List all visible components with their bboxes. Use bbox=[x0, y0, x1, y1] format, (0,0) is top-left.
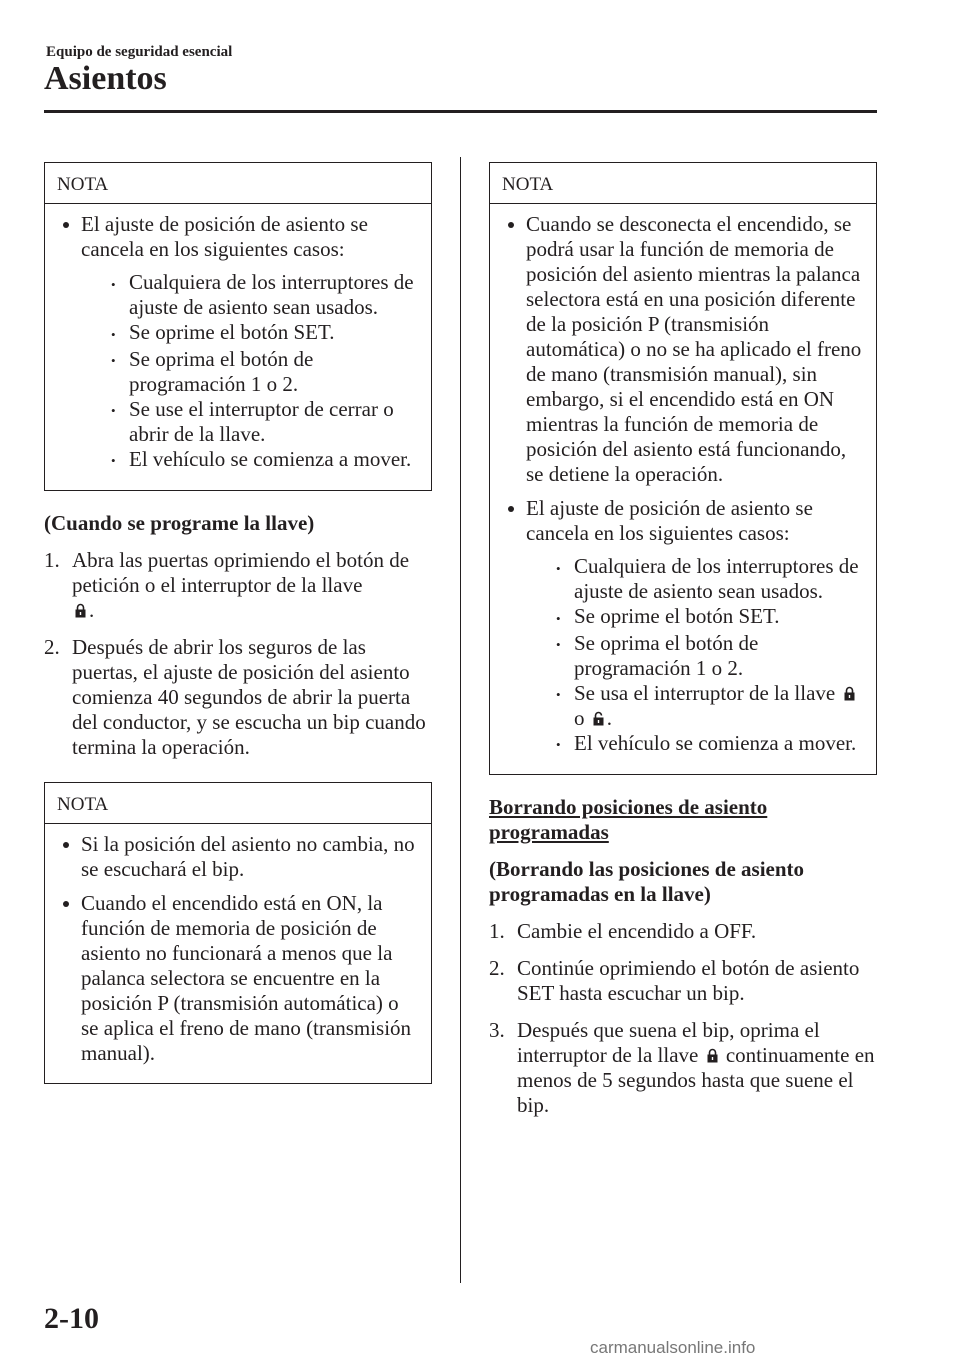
note-label: NOTA bbox=[490, 163, 876, 204]
note-item-text: El ajuste de posición de asiento se cancela en los siguientes casos: bbox=[81, 212, 368, 261]
note-box bbox=[489, 162, 877, 775]
watermark: carmanualsonline.info bbox=[590, 1338, 756, 1357]
page-number: 2-10 bbox=[44, 1302, 99, 1335]
note-item bbox=[59, 212, 421, 473]
key-lock-icon bbox=[75, 603, 86, 618]
sub-item: • Se oprima el botón de programación 1 o 2. bbox=[103, 347, 421, 397]
left-column bbox=[44, 162, 432, 1104]
breadcrumb: Equipo de seguridad esencial bbox=[46, 44, 233, 60]
note-box bbox=[44, 162, 432, 491]
sub-item: • Se usa el interruptor de la llave o . bbox=[548, 681, 866, 731]
step: 2. Después de abrir los seguros de las puertas, el ajuste de posición del asiento comienza 40 segundos de abrir la puerta del conductor, y se escucha un bip cuando termina la operación. bbox=[44, 635, 426, 760]
sub-item: • Cualquiera de los interruptores de ajuste de asiento sean usados. bbox=[103, 270, 421, 320]
right-column bbox=[489, 162, 877, 1130]
bullet-icon bbox=[59, 212, 81, 473]
note-item: Si la posición del asiento no cambia, no se escuchará el bip. bbox=[59, 832, 421, 882]
step: 1. Cambie el encendido a OFF. bbox=[489, 919, 757, 944]
bullet-icon bbox=[59, 832, 81, 882]
note-box bbox=[44, 782, 432, 1084]
sub-item: • Se use el interruptor de cerrar o abrir de la llave. bbox=[103, 397, 421, 447]
note-item: Cuando se desconecta el encendido, se podrá usar la función de memoria de posición del asiento mientras la palanca selectora está en una posición diferente de la posición P (transmisión automática) o no se ha aplicado el freno de mano (transmisión manual), sin embargo, si el encendido está en ON mientras la función de memoria de posición del asiento está funcionando, se detiene la operación. bbox=[504, 212, 866, 487]
sub-item: • El vehículo se comienza a mover. bbox=[548, 731, 866, 758]
title-rule bbox=[44, 110, 877, 113]
key-lock-icon bbox=[707, 1048, 718, 1063]
sub-item: • Cualquiera de los interruptores de ajuste de asiento sean usados. bbox=[548, 554, 866, 604]
page-title: Asientos bbox=[44, 60, 167, 97]
step: 3. Después que suena el bip, oprima el interruptor de la llave continuamente en menos de 5 segundos hasta que suene el bip. bbox=[489, 1018, 875, 1118]
sub-item: • Se oprime el botón SET. bbox=[103, 320, 421, 347]
step: 1. Abra las puertas oprimiendo el botón de petición o el interruptor de la llave . bbox=[44, 548, 410, 623]
sub-list bbox=[81, 270, 421, 473]
key-unlock-icon bbox=[593, 711, 604, 726]
bullet-icon bbox=[504, 496, 526, 757]
subheading: (Borrando las posiciones de asiento programadas en la llave) bbox=[489, 857, 805, 907]
note-label: NOTA bbox=[45, 783, 431, 824]
step: 2. Continúe oprimiendo el botón de asiento SET hasta escuchar un bip. bbox=[489, 956, 860, 1006]
sub-item: • Se oprima el botón de programación 1 o 2. bbox=[548, 631, 866, 681]
sub-list bbox=[526, 554, 866, 757]
section-heading: Borrando posiciones de asiento programadas bbox=[489, 795, 768, 845]
note-label: NOTA bbox=[45, 163, 431, 204]
bullet-icon bbox=[504, 212, 526, 487]
sub-item: • El vehículo se comienza a mover. bbox=[103, 447, 421, 474]
note-item: Cuando el encendido está en ON, la función de memoria de posición de asiento no funcionará a menos que la palanca selectora se encuentre en la posición P (transmisión automática) o se aplica el freno de mano (transmisión manual). bbox=[59, 891, 421, 1066]
sub-item: • Se oprime el botón SET. bbox=[548, 604, 866, 631]
subheading: (Cuando se programe la llave) bbox=[44, 511, 315, 536]
bullet-icon bbox=[59, 891, 81, 1066]
column-divider bbox=[460, 157, 461, 1283]
note-item: El ajuste de posición de asiento se cancela en los siguientes casos: • Cualquiera de los interruptores de ajuste de asiento sean usados. • Se oprime el botón SET. • Se oprima el botón de programación 1 o 2. • Se usa el interruptor de la llave o . • El vehículo se comienza a mover. bbox=[504, 496, 866, 757]
key-lock-icon bbox=[844, 686, 855, 701]
